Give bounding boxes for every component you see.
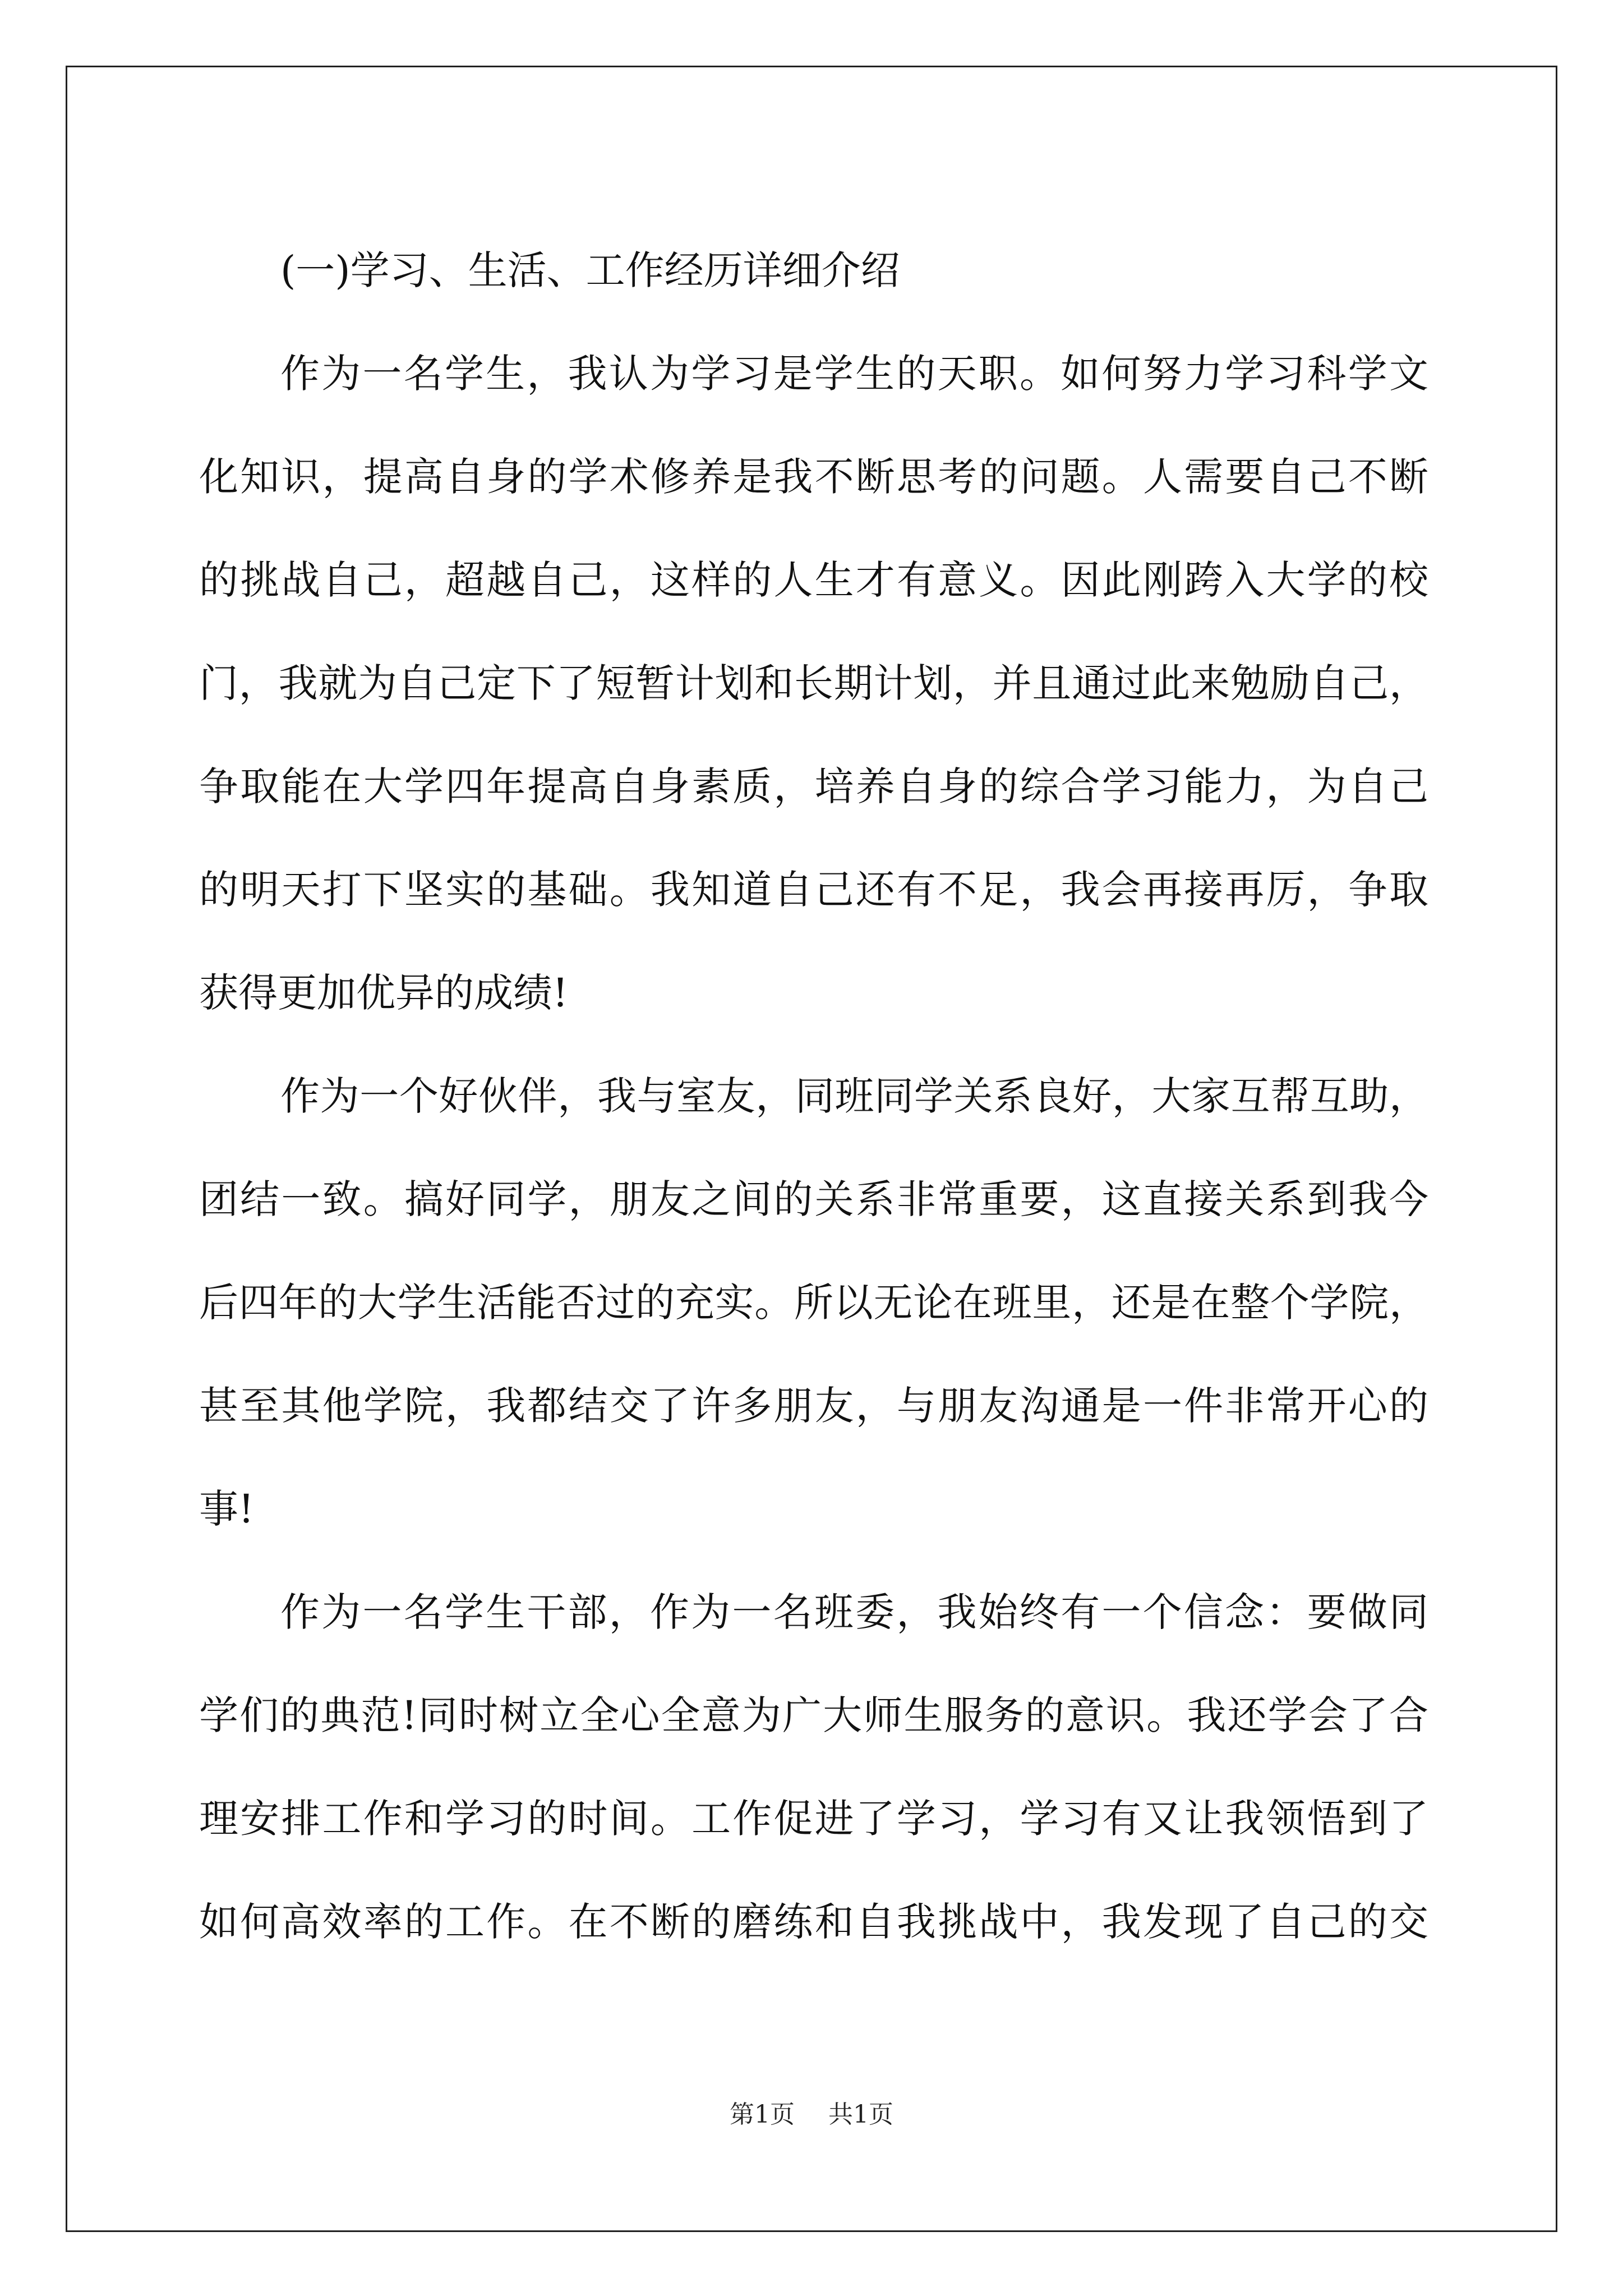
paragraph-3-line: 如何高效率的工作。在不断的磨练和自我挑战中，我发现了自己的交: [199, 1899, 1428, 1945]
paragraph-1-line: 作为一名学生，我认为学习是学生的天职。如何努力学习科学文: [280, 351, 1428, 397]
section-heading: (一)学习、生活、工作经历详细介绍: [280, 247, 900, 293]
paragraph-1-line: 门，我就为自己定下了短暂计划和长期计划，并且通过此来勉励自己，: [199, 660, 1428, 706]
paragraph-2-line: 甚至其他学院，我都结交了许多朋友，与朋友沟通是一件非常开心的: [199, 1383, 1428, 1429]
page-number-current: 第1页: [730, 2100, 795, 2129]
paragraph-3-line: 学们的典范!同时树立全心全意为广大师生服务的意识。我还学会了合: [199, 1692, 1428, 1738]
paragraph-2-line: 事!: [199, 1486, 255, 1532]
paragraph-2-line: 后四年的大学生活能否过的充实。所以无论在班里，还是在整个学院，: [199, 1280, 1428, 1326]
paragraph-1-line: 争取能在大学四年提高自身素质，培养自身的综合学习能力，为自己: [199, 763, 1428, 809]
paragraph-2-line: 作为一个好伙伴，我与室友，同班同学关系良好，大家互帮互助，: [280, 1073, 1428, 1119]
paragraph-2-line: 团结一致。搞好同学，朋友之间的关系非常重要，这直接关系到我今: [199, 1176, 1428, 1222]
paragraph-1-line: 获得更加优异的成绩!: [199, 970, 569, 1016]
paragraph-1-line: 化知识，提高自身的学术修养是我不断思考的问题。人需要自己不断: [199, 454, 1428, 500]
paragraph-1-line: 的明天打下坚实的基础。我知道自己还有不足，我会再接再厉，争取: [199, 867, 1428, 913]
paragraph-3-line: 作为一名学生干部，作为一名班委，我始终有一个信念：要做同: [280, 1589, 1428, 1635]
document-body: [199, 219, 1428, 1973]
paragraph-1-line: 的挑战自己，超越自己，这样的人生才有意义。因此刚跨入大学的校: [199, 557, 1428, 603]
paragraph-3-line: 理安排工作和学习的时间。工作促进了学习，学习有又让我领悟到了: [199, 1796, 1428, 1842]
page-number-total: 共1页: [828, 2100, 893, 2129]
page-footer: [0, 2098, 1623, 2132]
